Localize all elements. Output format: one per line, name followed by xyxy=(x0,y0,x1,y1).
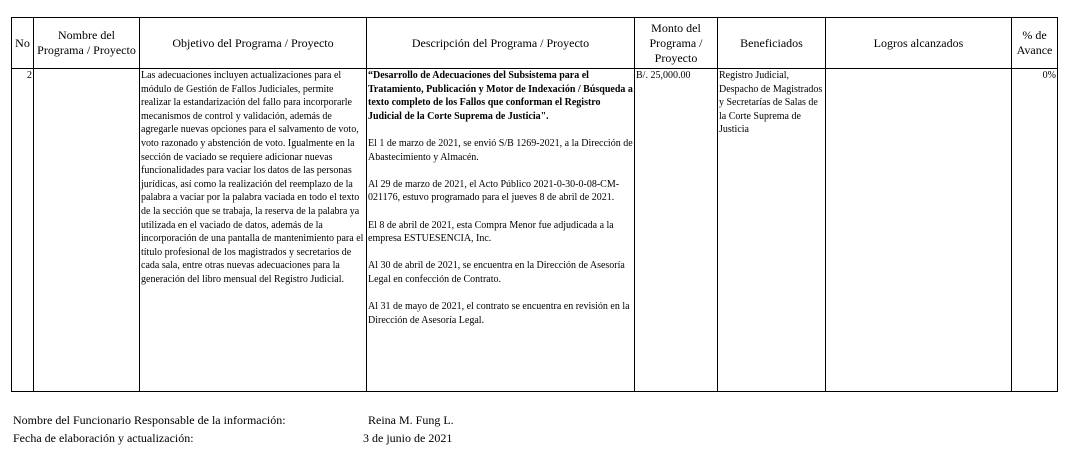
descripcion-paragraph: Al 29 de marzo de 2021, el Acto Público 2021-0-30-0-08-CM-021176, estuvo programado para el jueves 8 de abril de 2021. xyxy=(368,178,620,204)
header-objetivo: Objetivo del Programa / Proyecto xyxy=(140,18,367,69)
table-row xyxy=(12,69,1058,392)
cell-avance: 0% xyxy=(1012,69,1058,392)
header-row xyxy=(12,18,1058,69)
header-avance: % de Avance xyxy=(1012,18,1058,69)
descripcion-title: “Desarrollo de Adecuaciones del Subsistema para el Tratamiento, Publicación y Motor de Indexación / Búsqueda a texto completo de los Fallos que conforman el Registro Judicial de la Corte Suprema de Justicia". xyxy=(368,70,633,122)
header-beneficiados: Beneficiados xyxy=(718,18,826,69)
funcionario-label: Nombre del Funcionario Responsable de la información: xyxy=(13,413,286,427)
descripcion-paragraph: El 8 de abril de 2021, esta Compra Menor fue adjudicada a la empresa ESTUESENCIA, Inc. xyxy=(368,219,614,245)
cell-beneficiados: Registro Judicial, Despacho de Magistrados y Secretarías de Salas de la Corte Suprema de Justicia xyxy=(718,69,826,392)
descripcion-paragraph: El 1 de marzo de 2021, se envió S/B 1269-2021, a la Dirección de Abastecimiento y Almacén. xyxy=(368,137,633,163)
cell-objetivo: Las adecuaciones incluyen actualizaciones para el módulo de Gestión de Fallos Judiciales, permite realizar la estandarización del fallo para incorporarle mecanismos de control y validación, además de agregarle nuevas opciones para el salvamento de voto, voto razonado y abstención de voto. Igualmente en la sección de vaciado se requiere adicionar nuevas funcionalidades para vaciar los datos de las personas jurídicas, así como la realización del reemplazo de la palabra a vaciar por la palabra vaciada en todo el texto de la sección que se trabaja, la reserva de la palabra ya utilizada en el vaciado de datos, además de la incorporación de una pantalla de mantenimiento para el título profesional de los magistrados y secretarios de cada sala, entre otras nuevas adecuaciones para la generación del libro mensual del Registro Judicial. xyxy=(140,69,367,392)
cell-no: 2 xyxy=(12,69,34,392)
fecha-label: Fecha de elaboración y actualización: xyxy=(13,431,194,445)
header-no: No xyxy=(12,18,34,69)
header-nombre: Nombre del Programa / Proyecto xyxy=(34,18,140,69)
project-report-table xyxy=(11,17,1058,392)
descripcion-paragraph: Al 30 de abril de 2021, se encuentra en la Dirección de Asesoría Legal en confección de Contrato. xyxy=(368,260,625,285)
fecha-value: 3 de junio de 2021 xyxy=(363,431,453,445)
descripcion-paragraph: Al 31 de mayo de 2021, el contrato se encuentra en revisión en la Dirección de Asesoría Legal. xyxy=(368,301,630,326)
header-descripcion: Descripción del Programa / Proyecto xyxy=(367,18,635,69)
cell-logros xyxy=(826,69,1012,392)
header-monto: Monto del Programa / Proyecto xyxy=(635,18,718,69)
cell-monto: B/. 25,000.00 xyxy=(635,69,718,392)
header-logros: Logros alcanzados xyxy=(826,18,1012,69)
cell-descripcion xyxy=(367,69,635,392)
cell-nombre xyxy=(34,69,140,392)
funcionario-value: Reina M. Fung L. xyxy=(368,413,454,427)
